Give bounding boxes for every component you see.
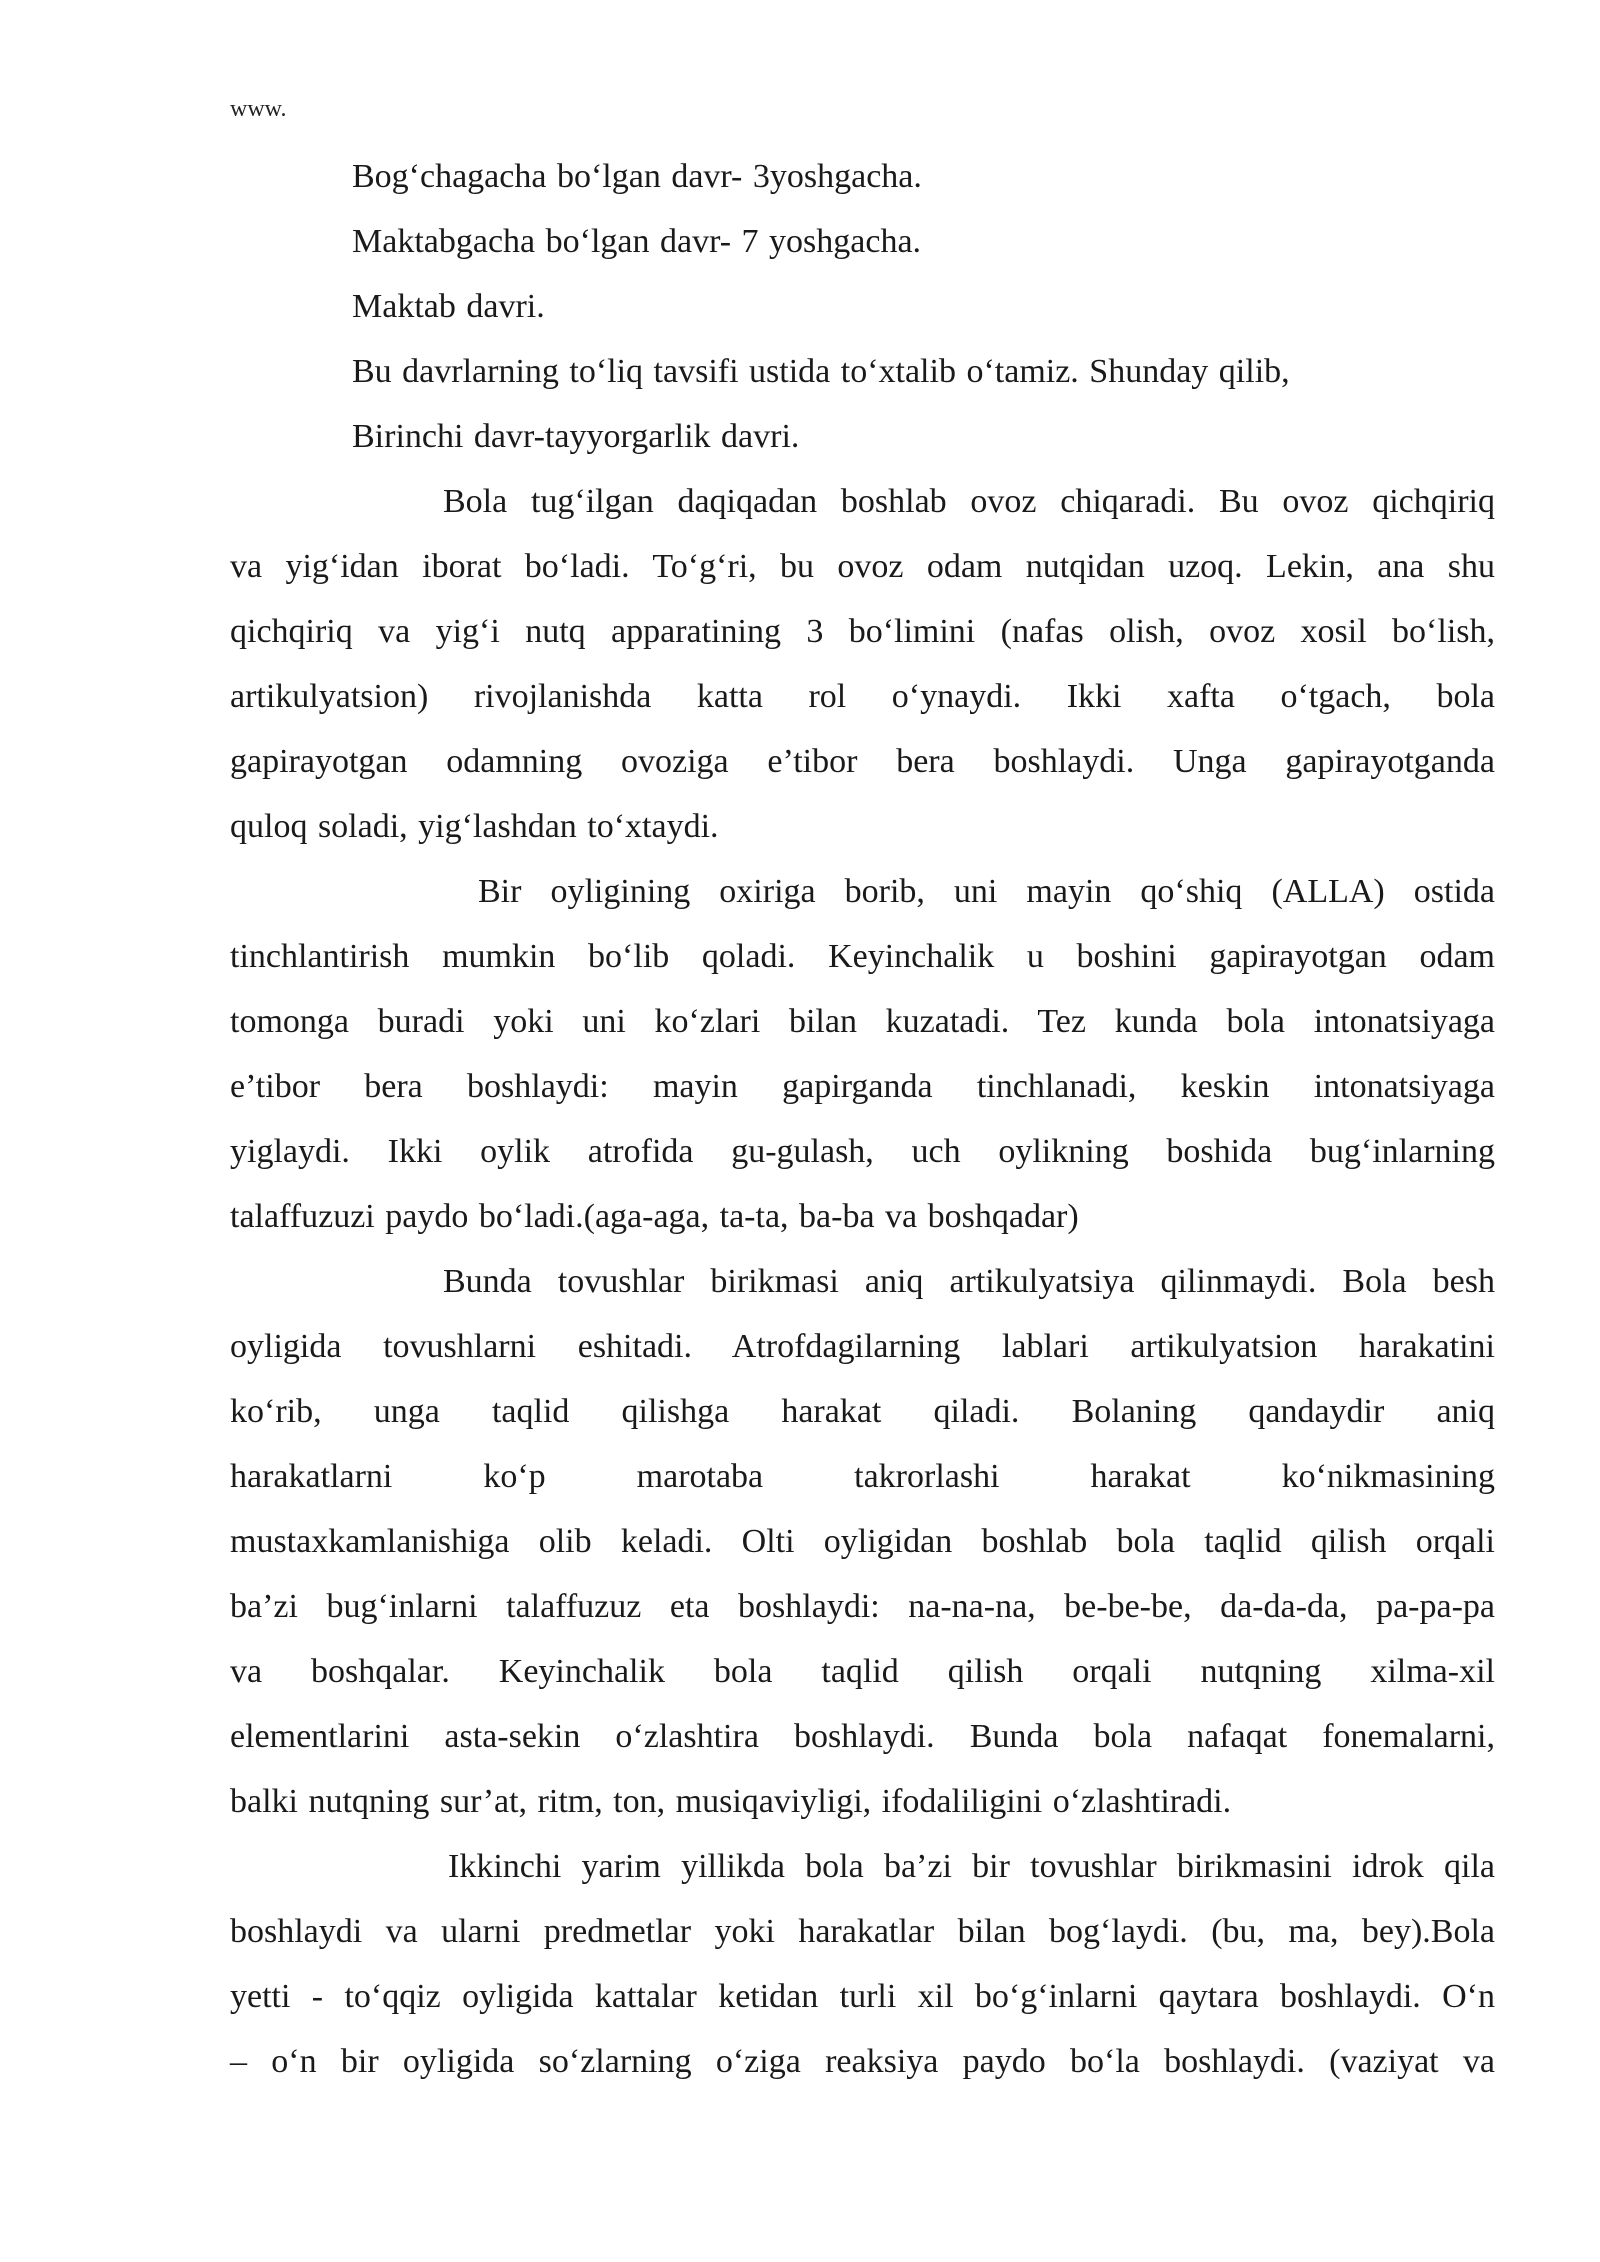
document-body: [0, 148, 1600, 2098]
text-line: tomonga buradi yoki uni ko‘zlari bilan kuzatadi. Tez kunda bola intonatsiyaga: [230, 1003, 1495, 1040]
paragraph-last-line: talaffuzuzi paydo bo‘ladi.(aga-aga, ta-ta, ba-ba va boshqadar): [230, 1198, 1079, 1235]
text-line: yetti - to‘qqiz oyligida kattalar ketidan turli xil bo‘g‘inlarni qaytara boshlaydi. O‘n: [230, 1978, 1495, 2015]
text-line: va boshqalar. Keyinchalik bola taqlid qilish orqali nutqning xilma-xil: [230, 1653, 1495, 1690]
paragraph-first-line: Ikkinchi yarim yillikda bola ba’zi bir tovushlar birikmasini idrok qila: [448, 1848, 1495, 1885]
text-line: ko‘rib, unga taqlid qilishga harakat qiladi. Bolaning qandaydir aniq: [230, 1393, 1495, 1430]
text-line: e’tibor bera boshlaydi: mayin gapirganda tinchlanadi, keskin intonatsiyaga: [230, 1068, 1495, 1105]
text-line: Birinchi davr-tayyorgarlik davri.: [352, 418, 800, 455]
text-line: Bog‘chagacha bo‘lgan davr- 3yoshgacha.: [352, 158, 922, 195]
text-line: Maktabgacha bo‘lgan davr- 7 yoshgacha.: [352, 223, 922, 260]
text-line: – o‘n bir oyligida so‘zlarning o‘ziga reaksiya paydo bo‘la boshlaydi. (vaziyat va: [230, 2043, 1495, 2080]
paragraph-last-line: quloq soladi, yig‘lashdan to‘xtaydi.: [230, 808, 719, 845]
paragraph-first-line: Bir oyligining oxiriga borib, uni mayin qo‘shiq (ALLA) ostida: [478, 873, 1495, 910]
text-line: Maktab davri.: [352, 288, 545, 325]
paragraph-first-line: Bola tug‘ilgan daqiqadan boshlab ovoz chiqaradi. Bu ovoz qichqiriq: [443, 483, 1495, 520]
text-line: va yig‘idan iborat bo‘ladi. To‘g‘ri, bu ovoz odam nutqidan uzoq. Lekin, ana shu: [230, 548, 1495, 585]
text-line: ba’zi bug‘inlarni talaffuzuz eta boshlaydi: na-na-na, be-be-be, da-da-da, pa-pa-pa: [230, 1588, 1495, 1625]
text-line: qichqiriq va yig‘i nutq apparatining 3 bo‘limini (nafas olish, ovoz xosil bo‘lish,: [230, 613, 1495, 650]
text-line: artikulyatsion) rivojlanishda katta rol o‘ynaydi. Ikki xafta o‘tgach, bola: [230, 678, 1495, 715]
text-line: Bu davrlarning to‘liq tavsifi ustida to‘xtalib o‘tamiz. Shunday qilib,: [352, 353, 1290, 390]
text-line: oyligida tovushlarni eshitadi. Atrofdagilarning lablari artikulyatsion harakatini: [230, 1328, 1495, 1365]
text-line: mustaxkamlanishiga olib keladi. Olti oyligidan boshlab bola taqlid qilish orqali: [230, 1523, 1495, 1560]
text-line: harakatlarni ko‘p marotaba takrorlashi harakat ko‘nikmasining: [230, 1458, 1495, 1495]
text-line: yiglaydi. Ikki oylik atrofida gu-gulash, uch oylikning boshida bug‘inlarning: [230, 1133, 1495, 1170]
text-line: elementlarini asta-sekin o‘zlashtira boshlaydi. Bunda bola nafaqat fonemalarni,: [230, 1718, 1495, 1755]
paragraph-first-line: Bunda tovushlar birikmasi aniq artikulyatsiya qilinmaydi. Bola besh: [443, 1263, 1495, 1300]
page-header: www.: [230, 96, 287, 122]
paragraph-last-line: balki nutqning sur’at, ritm, ton, musiqaviyligi, ifodaliligini o‘zlashtiradi.: [230, 1783, 1232, 1820]
text-line: gapirayotgan odamning ovoziga e’tibor bera boshlaydi. Unga gapirayotganda: [230, 743, 1495, 780]
text-line: boshlaydi va ularni predmetlar yoki harakatlar bilan bog‘laydi. (bu, ma, bey).Bola: [230, 1913, 1495, 1950]
text-line: tinchlantirish mumkin bo‘lib qoladi. Keyinchalik u boshini gapirayotgan odam: [230, 938, 1495, 975]
